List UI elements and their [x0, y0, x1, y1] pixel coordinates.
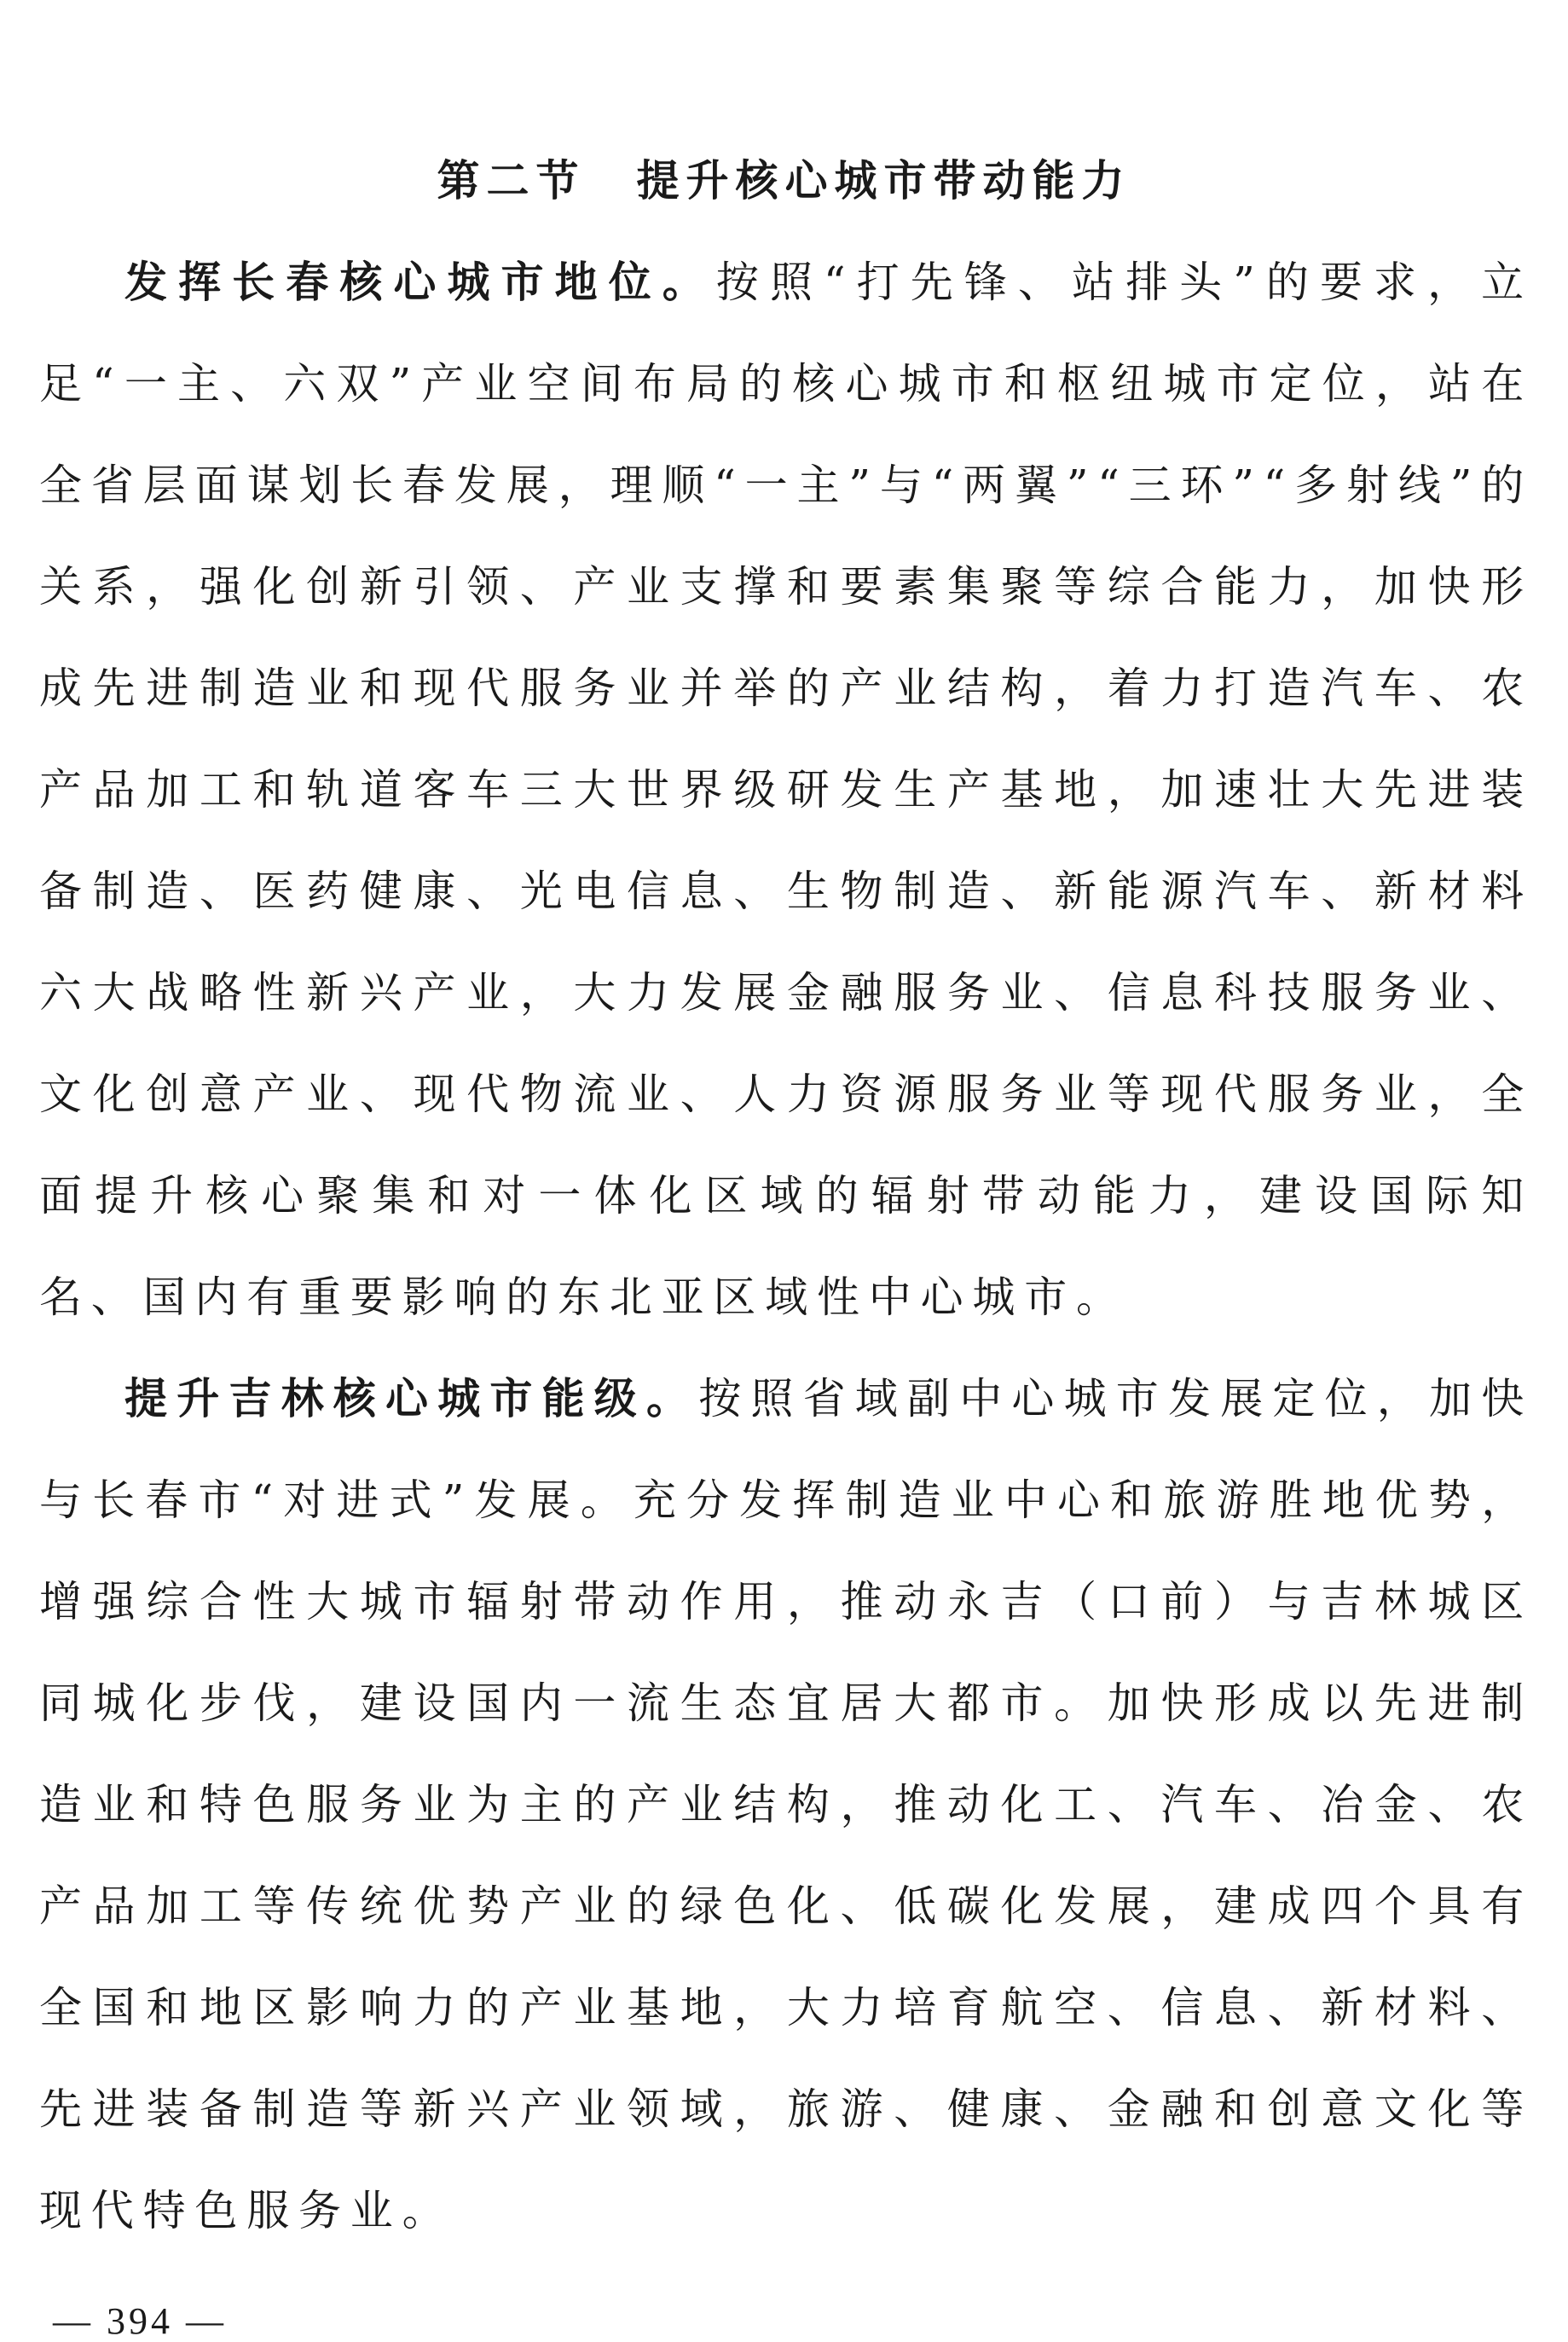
- paragraph-changchun: [39, 232, 1533, 1348]
- paragraph-body: 按照“打先锋、站排头”的要求，立足“一主、六双”产业空间布局的核心城市和枢纽城市定位，站在全省层面谋划长春发展，理顺“一主”与“两翼”“三环”“多射线”的关系，强化创新引领、产业支撑和要素集聚等综合能力，加快形成先进制造业和现代服务业并举的产业结构，着力打造汽车、农产品加工和轨道客车三大世界级研发生产基地，加速壮大先进装备制造、医药健康、光电信息、生物制造、新能源汽车、新材料六大战略性新兴产业，大力发展金融服务业、信息科技服务业、文化创意产业、现代物流业、人力资源服务业等现代服务业，全面提升核心聚集和对一体化区域的辐射带动能力，建设国际知名、国内有重要影响的东北亚区域性中心城市。: [39, 258, 1533, 1322]
- paragraph-body: 按照省域副中心城市发展定位，加快与长春市“对进式”发展。充分发挥制造业中心和旅游胜地优势，增强综合性大城市辐射带动作用，推动永吉（口前）与吉林城区同城化步伐，建设国内一流生态宜居大都市。加快形成以先进制造业和特色服务业为主的产业结构，推动化工、汽车、冶金、农产品加工等传统优势产业的绿色化、低碳化发展，建成四个具有全国和地区影响力的产业基地，大力培育航空、信息、新材料、先进装备制造等新兴产业领域，旅游、健康、金融和创意文化等现代特色服务业。: [39, 1374, 1533, 2235]
- paragraph-lead: 提升吉林核心城市能级。: [124, 1374, 699, 1423]
- paragraph-lead: 发挥长春核心城市地位。: [124, 258, 716, 307]
- page-number: — 394 —: [53, 2300, 227, 2342]
- body-text: [39, 232, 1533, 2262]
- paragraph-jilin: [39, 1348, 1533, 2262]
- section-number: 第二节: [437, 155, 586, 206]
- section-heading: [0, 151, 1568, 211]
- section-title: 提升核心城市带动能力: [636, 155, 1131, 206]
